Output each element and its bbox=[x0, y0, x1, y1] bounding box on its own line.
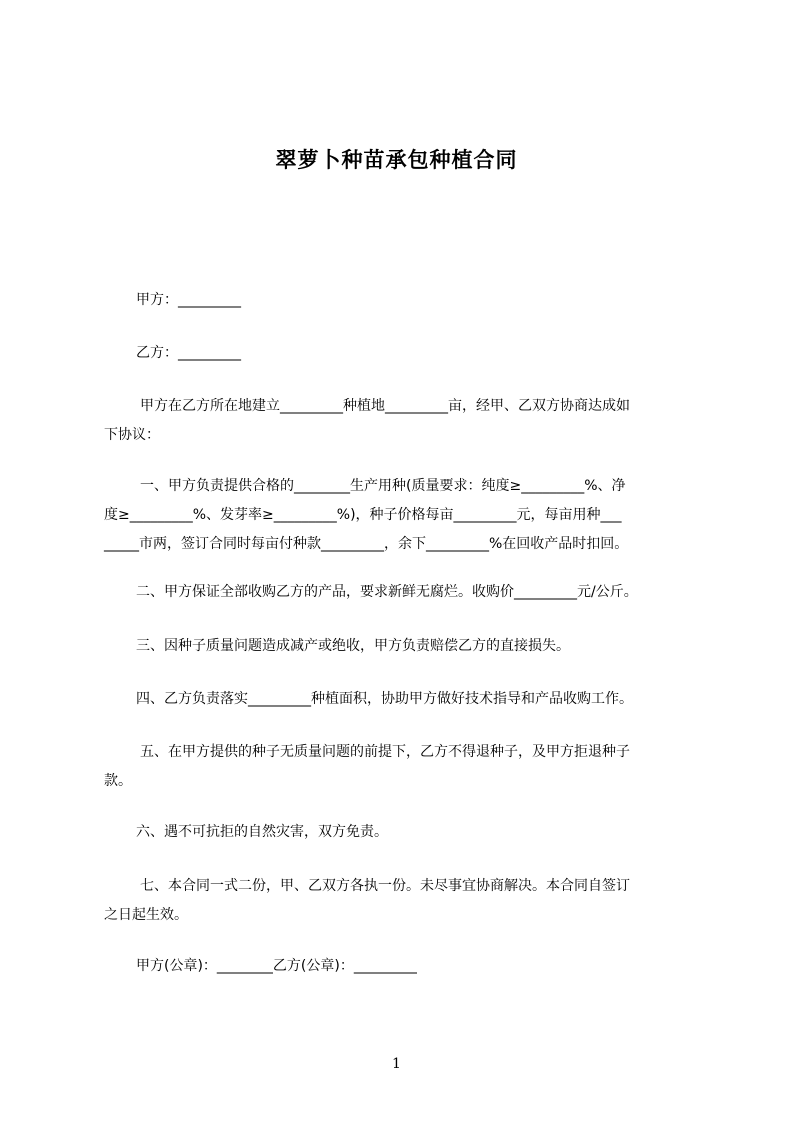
intro-line-2: 下协议： bbox=[104, 427, 160, 443]
clause-2-paragraph: 二、甲方保证全部收购乙方的产品，要求新鲜无腐烂。收购价_________元/公斤。 bbox=[136, 584, 638, 600]
clause-7-line-1: 七、本合同一式二份，甲、乙双方各执一份。未尽事宜协商解决。本合同自签订 bbox=[140, 878, 630, 894]
clause-1-line-1: 一、甲方负责提供合格的________生产用种(质量要求：纯度≥_________%、净 bbox=[140, 478, 626, 494]
clause-5-line-1: 五、在甲方提供的种子无质量问题的前提下，乙方不得退种子，及甲方拒退种子 bbox=[140, 744, 630, 760]
page-number: 1 bbox=[392, 1056, 401, 1072]
signature-line: 甲方(公章)：________乙方(公章)：_________ bbox=[136, 958, 417, 974]
intro-line-1: 甲方在乙方所在地建立_________种植地_________亩，经甲、乙双方协商达成如 bbox=[140, 398, 630, 414]
document-title: 翠萝卜种苗承包种植合同 bbox=[275, 148, 518, 172]
clause-7-paragraph bbox=[104, 872, 704, 930]
clause-5-paragraph bbox=[104, 738, 704, 796]
clause-5-line-2: 款。 bbox=[104, 773, 132, 789]
clause-4-paragraph: 四、乙方负责落实_________种植面积，协助甲方做好技术指导和产品收购工作。 bbox=[136, 691, 633, 707]
party-b-line: 乙方：_________ bbox=[136, 345, 241, 361]
intro-paragraph bbox=[104, 392, 704, 450]
clause-1-line-2: 度≥_________%、发芽率≥_________%)，种子价格每亩_________元，每亩用种___ bbox=[104, 507, 622, 523]
clause-3-paragraph: 三、因种子质量问题造成减产或绝收，甲方负责赔偿乙方的直接损失。 bbox=[136, 638, 570, 654]
clause-6-paragraph: 六、遇不可抗拒的自然灾害，双方免责。 bbox=[136, 824, 388, 840]
clause-7-line-2: 之日起生效。 bbox=[104, 907, 188, 923]
clause-1-paragraph bbox=[104, 472, 704, 559]
party-a-line: 甲方：_________ bbox=[136, 292, 241, 308]
clause-1-line-3: _____市两，签订合同时每亩付种款_________，余下_________%在回收产品时扣回。 bbox=[104, 536, 629, 552]
